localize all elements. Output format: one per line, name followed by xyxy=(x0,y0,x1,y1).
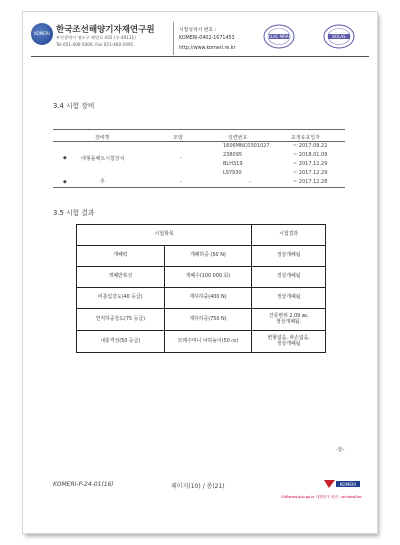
equipment-serial: LSY930 xyxy=(223,170,242,176)
test-condition: 개폐수(100 000 회) xyxy=(164,267,252,288)
organization-address: 부산광역시 영도구 해양로 435 (우 49111) xyxy=(56,35,136,40)
equipment-date: ~ 2018.01.09 xyxy=(293,152,328,158)
svg-text:ILAC·MRA: ILAC·MRA xyxy=(269,34,289,39)
test-result: 잔류변위 2.09 ㎜, 정상개폐됨. xyxy=(252,309,326,331)
equipment-bullet: ◆ xyxy=(63,155,67,161)
komeri-logo-icon: KOMERI xyxy=(31,23,53,45)
table-row xyxy=(77,331,326,353)
test-result: 정상개폐됨 xyxy=(252,246,326,267)
equipment-top-rule xyxy=(53,129,345,130)
equipment-col-model: 모델 xyxy=(173,135,183,141)
komeri-footer-logo-icon xyxy=(323,477,361,491)
svg-text:KOMERI: KOMERI xyxy=(339,481,357,487)
equipment-bullet: ◆ xyxy=(63,179,67,185)
equipment-model: - xyxy=(180,179,182,185)
equipment-serial: BLH319 xyxy=(223,161,243,167)
test-item: 연직하중강도(75 등급) xyxy=(77,309,165,331)
test-result: 변형없음, 파손없음, 정상개폐됨 xyxy=(252,331,326,353)
test-condition: 모래주머니 낙하높이(50 ㎝) xyxy=(164,331,252,353)
equipment-date: ~ 2017.09.22 xyxy=(293,143,328,149)
test-condition: 개폐하중 (50 N) xyxy=(164,246,252,267)
results-col-result: 시험결과 xyxy=(252,225,326,246)
test-result: 정상개폐됨 xyxy=(252,267,326,288)
test-item: 내충격성(50 등급) xyxy=(77,331,165,353)
equipment-date: ~ 2017.12.29 xyxy=(293,161,328,167)
document-code: KOMERI-P-24-01(16) xyxy=(53,481,114,488)
equipment-col-serial: 일련번호 xyxy=(228,135,248,141)
equipment-name: 추 xyxy=(100,179,105,185)
test-condition: 재하하중(750 N) xyxy=(164,309,252,331)
table-row xyxy=(77,309,326,331)
equipment-name: 대형몰쎄트시험장치 xyxy=(81,156,125,162)
cert-label: 시험성적서 번호 : xyxy=(179,28,217,33)
equipment-model: - xyxy=(180,155,182,161)
table-row xyxy=(77,288,326,309)
table-row xyxy=(77,267,326,288)
organization-name: 한국조선해양기자재연구원 xyxy=(56,25,155,35)
svg-text:KOLAS: KOLAS xyxy=(332,34,346,39)
test-item: 개폐력 xyxy=(77,246,165,267)
document-page xyxy=(23,12,377,533)
footer-small-text: G4Bwww.gilo.go.kr 대한민국 안전...windowDoc xyxy=(281,495,362,499)
table-row xyxy=(77,246,326,267)
cert-number: KOMERI-0402-1671453 xyxy=(179,36,235,41)
results-header-row xyxy=(77,225,326,246)
test-condition: 재하하중(400 N) xyxy=(164,288,252,309)
kolas-stamp-icon xyxy=(323,24,355,49)
results-heading: 3.5 시험 결과 xyxy=(53,209,95,217)
equipment-date: ~ 2017.12.28 xyxy=(293,179,328,185)
test-item: 개폐반복성 xyxy=(77,267,165,288)
equipment-serial: 238095 xyxy=(223,152,243,158)
results-table xyxy=(76,224,326,353)
equipment-col-date: 교정유효일자 xyxy=(291,135,320,141)
header-divider xyxy=(173,22,174,55)
organization-contact: Tel 051-400-5000, Fax 051-400-5091 xyxy=(56,42,134,47)
test-item: 비틀림강도(40 등급) xyxy=(77,288,165,309)
website: http://www.komeri.re.kr xyxy=(179,46,236,51)
ilac-mra-stamp-icon xyxy=(263,24,295,49)
equipment-bottom-rule xyxy=(53,187,345,188)
equipment-col-name: 장비명 xyxy=(95,135,110,141)
equipment-header-rule xyxy=(53,141,345,142)
equipment-serial: - xyxy=(249,179,251,185)
header-rule xyxy=(31,56,369,57)
test-result: 정상개폐됨 xyxy=(252,288,326,309)
equipment-heading: 3.4 시험 장비 xyxy=(53,102,95,110)
equipment-date: ~ 2017.12.29 xyxy=(293,170,328,176)
page-number: 페이지(10) / 총(21) xyxy=(171,483,225,490)
end-mark: -끝- xyxy=(336,447,345,453)
results-col-item: 시험항목 xyxy=(77,225,252,246)
equipment-serial: 1606MNC0301027 xyxy=(223,143,270,149)
